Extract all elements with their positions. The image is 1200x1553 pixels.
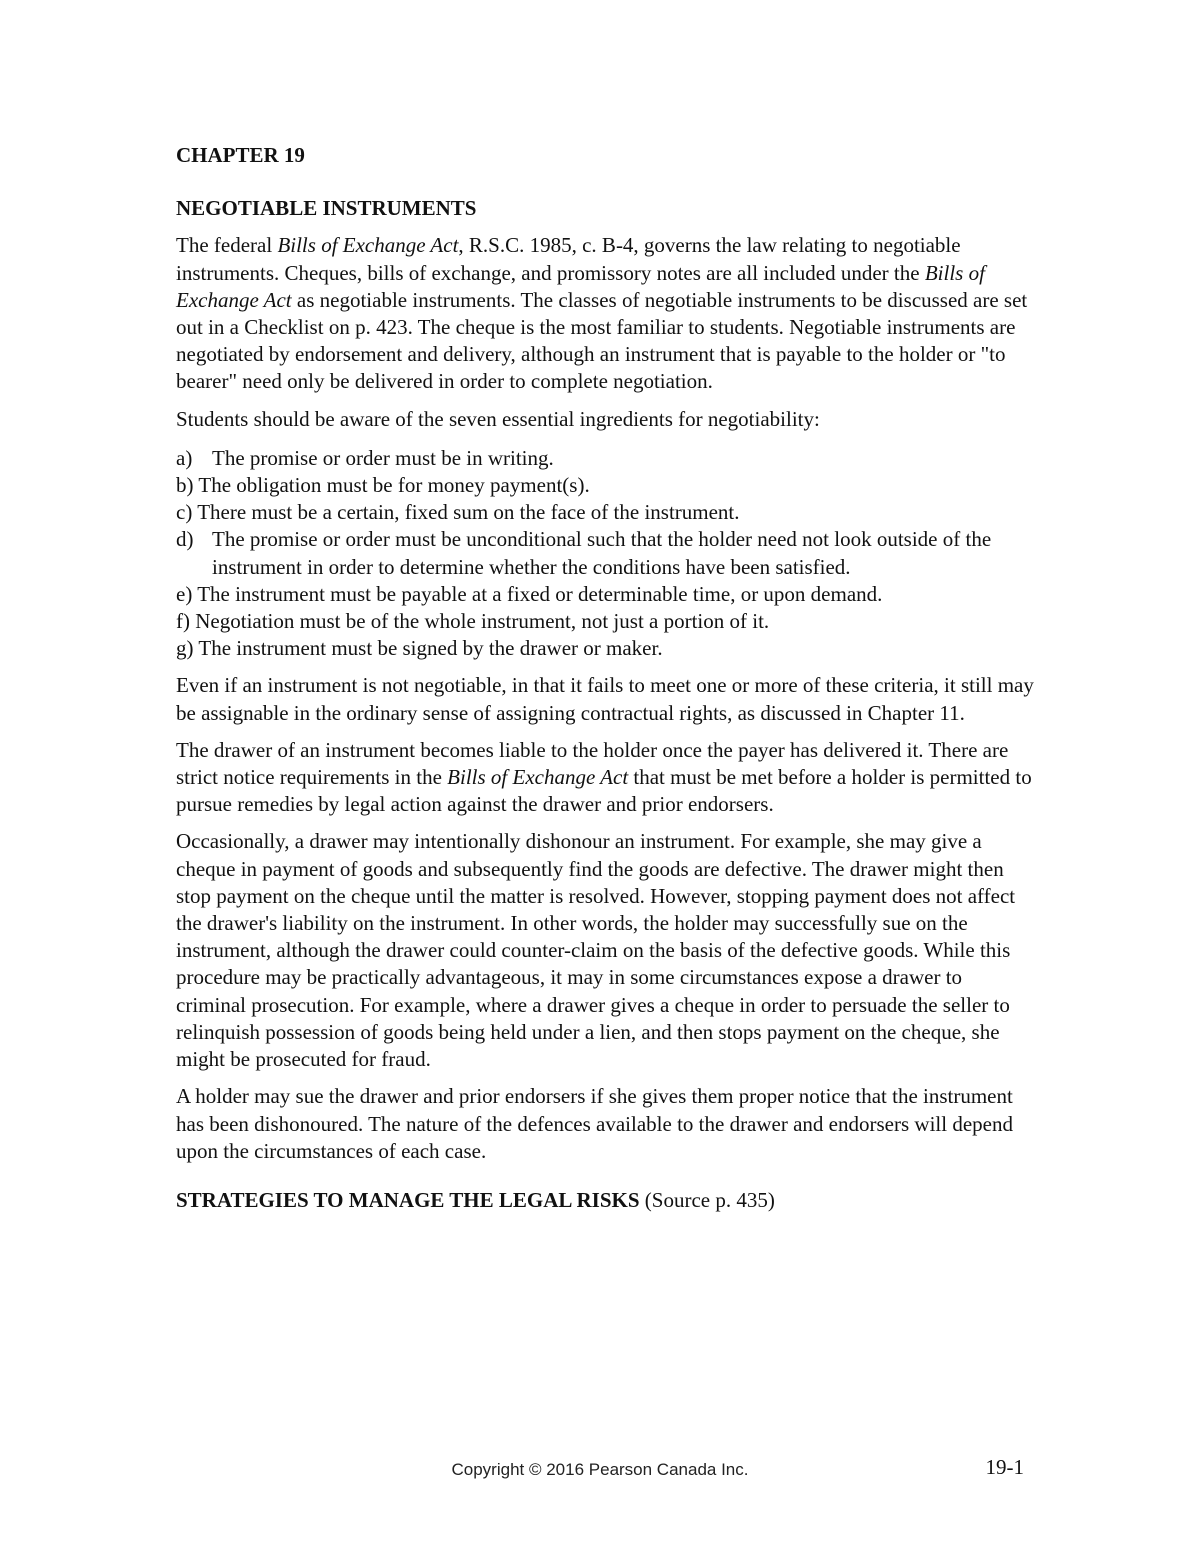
list-item <box>176 581 1036 608</box>
list-item <box>176 635 1036 662</box>
list-item <box>176 472 1036 499</box>
list-label: c) <box>176 500 193 525</box>
list-label: d) <box>176 527 194 552</box>
liability-text-a: The drawer of an instrument becomes liable to the holder once the payer has delivered it. There are strict notice requirements in the <box>176 737 1009 790</box>
list-item <box>176 445 1036 472</box>
list-label: e) <box>176 581 193 606</box>
ingredients-intro: Students should be aware of the seven essential ingredients for negotiability: <box>176 406 820 431</box>
liability-paragraph <box>176 737 1036 819</box>
assignability-paragraph: Even if an instrument is not negotiable, in that it fails to meet one or more of these criteria, it still may be assignable in the ordinary sense of assigning contractual rights, as discussed in Chapter 11. <box>176 673 1034 725</box>
list-text: The instrument must be payable at a fixed or determinable time, or upon demand. <box>197 581 883 606</box>
dishonour-paragraph: Occasionally, a drawer may intentionally dishonour an instrument. For example, she may give a cheque in payment of goods and subsequently find the goods are defective. The drawer might then stop payment on the cheque until the matter is resolved. However, stopping payment does not affect the drawer's liability on the instrument. In other words, the holder may successfully sue on the instrument, although the drawer could counter-claim on the basis of the defective goods. While this procedure may be practically advantageous, it may in some circumstances expose a drawer to criminal prosecution. For example, where a drawer gives a cheque in order to persuade the seller to relinquish possession of goods being held under a lien, and then stops payment on the cheque, she might be prosecuted for fraud. <box>176 829 1016 1072</box>
document-body <box>176 142 1036 1224</box>
list-label: b) <box>176 473 194 498</box>
list-text: There must be a certain, fixed sum on the face of the instrument. <box>197 500 740 525</box>
strategies-title: STRATEGIES TO MANAGE THE LEGAL RISKS <box>176 1187 640 1212</box>
ingredients-list <box>176 445 1036 663</box>
list-text: The instrument must be signed by the drawer or maker. <box>198 636 663 661</box>
strategies-source: (Source p. 435) <box>639 1187 775 1212</box>
list-text: The obligation must be for money payment(s). <box>198 473 590 498</box>
strategies-heading <box>176 1187 1036 1214</box>
intro-paragraph <box>176 232 1036 395</box>
act-name: Bills of Exchange Act <box>277 233 459 258</box>
list-text: The promise or order must be in writing. <box>212 445 554 470</box>
list-text: Negotiation must be of the whole instrument, not just a portion of it. <box>195 609 770 634</box>
list-text: The promise or order must be unconditional such that the holder need not look outside of the instrument in order to determine whether the conditions have been satisfied. <box>212 527 992 579</box>
list-item <box>176 526 1036 580</box>
act-name: Bills of Exchange Act <box>176 260 985 312</box>
page-number: 19-1 <box>985 1455 1024 1479</box>
list-label: g) <box>176 636 194 661</box>
chapter-label: CHAPTER 19 <box>176 143 305 167</box>
list-item <box>176 499 1036 526</box>
list-item <box>176 608 1036 635</box>
intro-text-c: , R.S.C. 1985, c. B-4, governs the law relating to negotiable instruments. Cheques, bills of exchange, and promissory notes are all included under the <box>176 233 961 285</box>
act-name: Bills of Exchange Act <box>447 765 629 790</box>
intro-text-e: as negotiable instruments. The classes of negotiable instruments to be discussed are set out in a Checklist on p. 423. The cheque is the most familiar to students. Negotiable instruments are negotiated by endorsement and delivery, although an instrument that is payable to the holder or "to bearer" need only be delivered in order to complete negotiation. <box>176 287 1028 394</box>
copyright-notice: Copyright © 2016 Pearson Canada Inc. <box>451 1460 749 1479</box>
holder-paragraph: A holder may sue the drawer and prior endorsers if she gives them proper notice that the instrument has been dishonoured. The nature of the defences available to the drawer and endorsers will depend upon the circumstances of each case. <box>176 1084 1013 1163</box>
liability-text-c: that must be met before a holder is permitted to pursue remedies by legal action against the drawer and prior endorsers. <box>176 765 1032 817</box>
list-label: f) <box>176 609 190 634</box>
list-label: a) <box>176 445 193 470</box>
intro-text-a: The federal <box>176 233 278 258</box>
section-title: NEGOTIABLE INSTRUMENTS <box>176 196 477 221</box>
